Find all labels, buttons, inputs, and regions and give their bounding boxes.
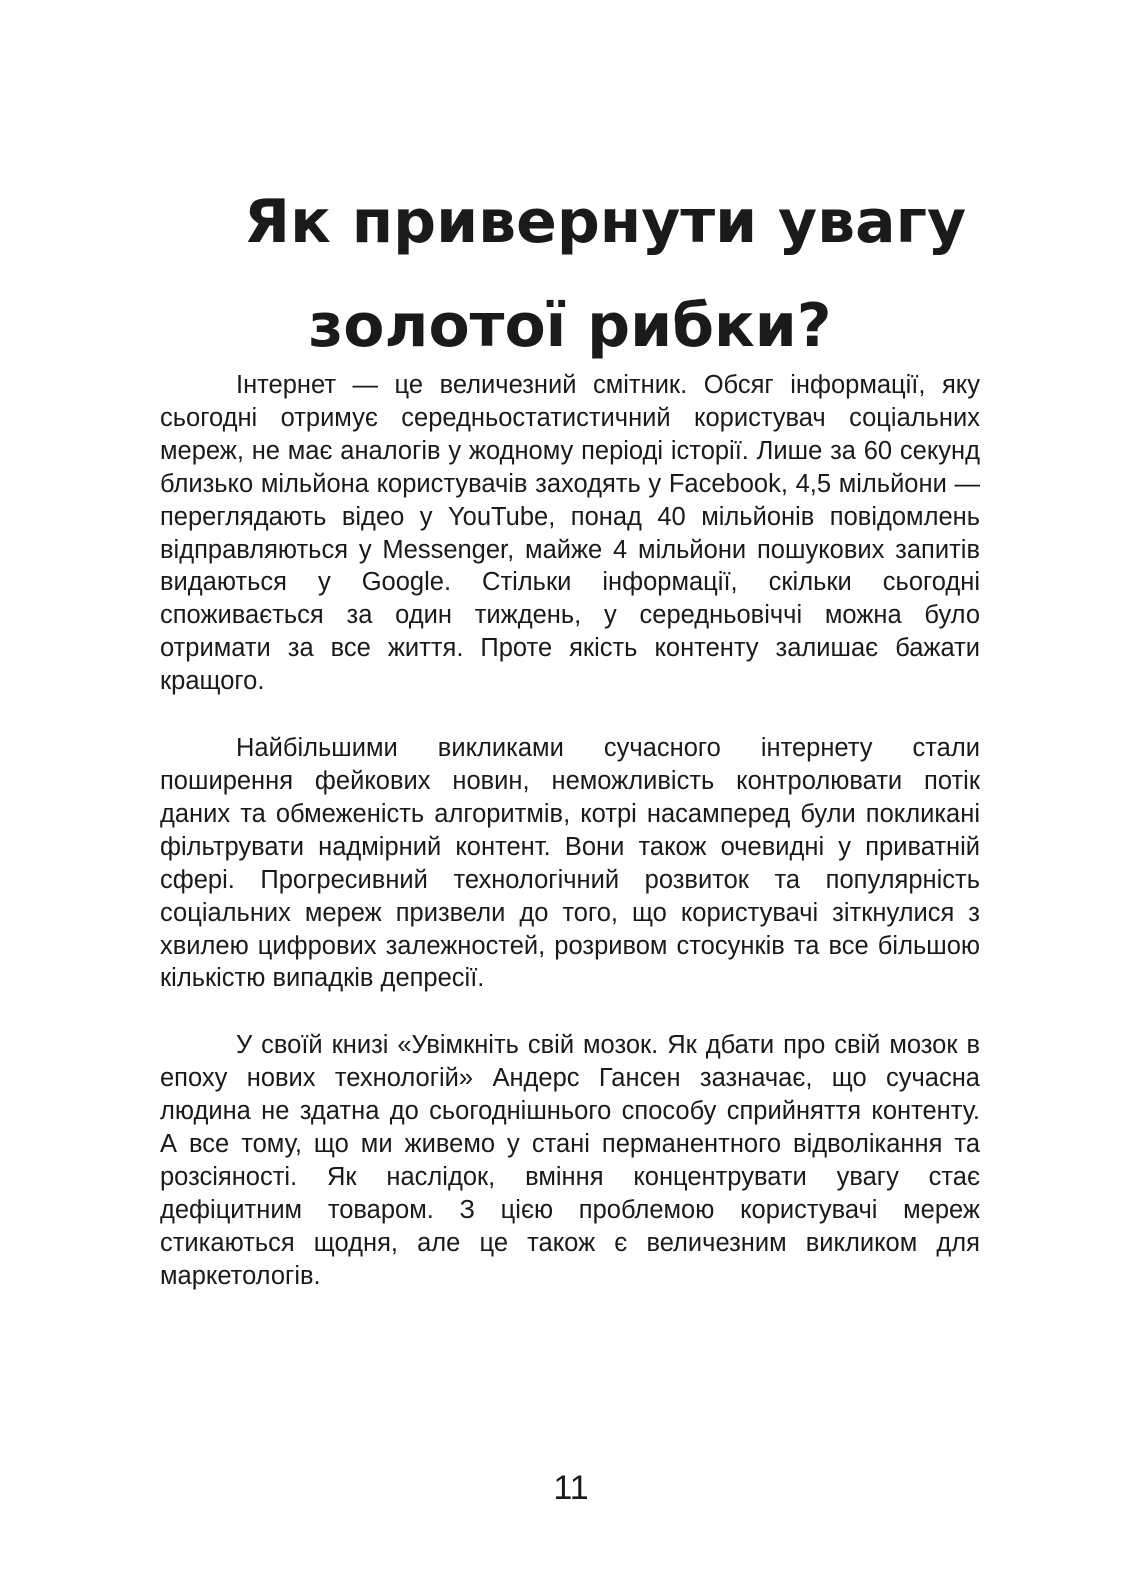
title-line-2: золотої рибки? bbox=[308, 291, 832, 361]
page-title bbox=[160, 170, 980, 378]
paragraph-1: Інтернет — це величезний смітник. Обсяг інформації, яку сьогодні отримує середньостатистичний користувач соціальних мереж, не має аналогів у жодному періоді історії. Лише за 60 секунд близько мільйона користувачів заходять у Facebook, 4,5 мільйони — переглядають відео у YouTube, понад 40 мільйонів повідомлень відправляються у Messenger, майже 4 мільйони пошукових запитів видаються у Google. Стільки інформації, скільки сьогодні споживається за один тиждень, у середньовіччі можна було отримати за все життя. Проте якість контенту залишає бажати кращого. bbox=[160, 371, 980, 696]
body-text bbox=[160, 369, 980, 1327]
paragraph-3: У своїй книзі «Увімкніть свій мозок. Як дбати про свій мозок в епоху нових технологій» Андерс Гансен зазначає, що сучасна людина не здатна до сьогоднішнього способу сприйняття контенту. А все тому, що ми живемо у стані перманентного відволікання та розсіяності. Як наслідок, вміння концентрувати увагу стає дефіцитним товаром. З цією проблемою користувачі мереж стикаються щодня, але це також є величезним викликом для маркетологів. bbox=[160, 1031, 980, 1290]
title-line-1: Як привернути увагу bbox=[243, 187, 967, 257]
page-number: 11 bbox=[553, 1469, 589, 1507]
paragraph-2: Найбільшими викликами сучасного інтернету стали поширення фейкових новин, неможливість контролювати потік даних та обмеженість алгоритмів, котрі насамперед були покликані фільтрувати надмірний контент. Вони також очевидні у приватній сфері. Прогресивний технологічний розвиток та популярність соціальних мереж призвели до того, що користувачі зіткнулися з хвилею цифрових залежностей, розривом стосунків та все більшою кількістю випадків депресії. bbox=[160, 734, 980, 993]
